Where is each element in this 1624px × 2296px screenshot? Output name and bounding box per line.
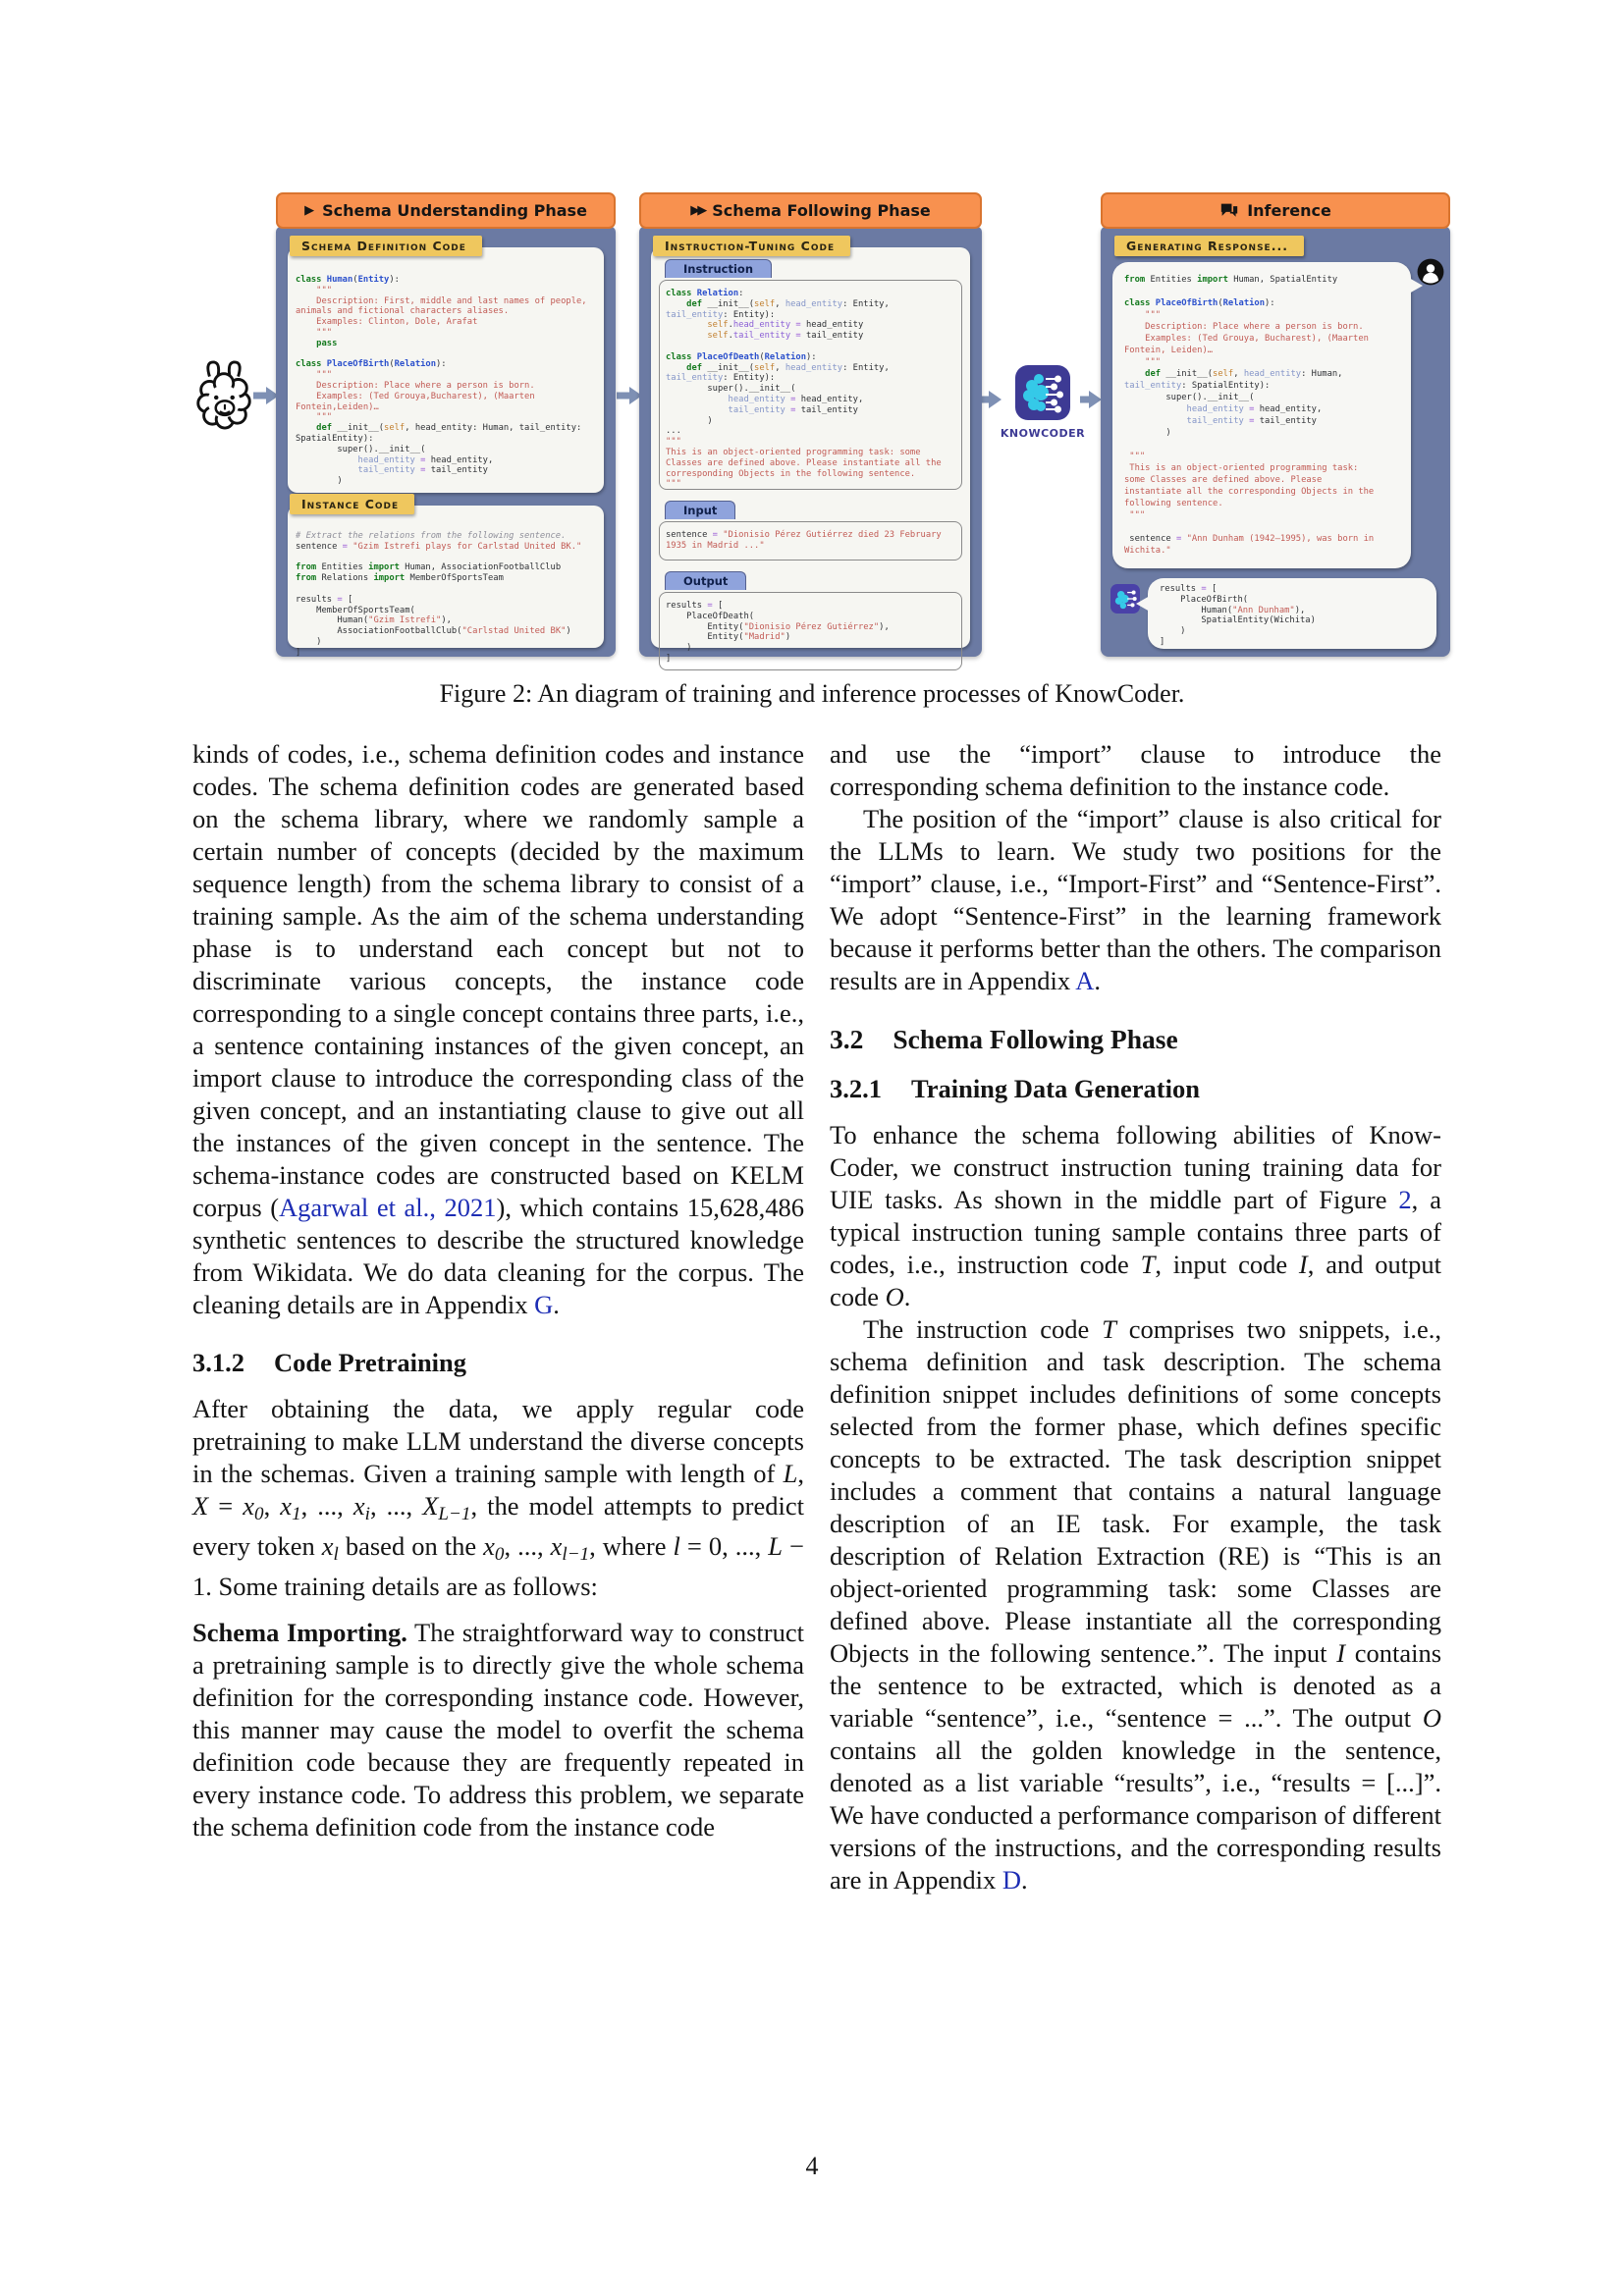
subsection-heading-312: 3.1.2 Code Pretraining (192, 1348, 467, 1377)
text-columns (192, 738, 1441, 1896)
user-message-bubble: from Entities import Human, SpatialEntity class PlaceOfBirth(Relation): """ Description: Place where a person is born. Examples: (Ted Grouya, Bucharest), (Maarten Fontein, Leiden)… """ def __init__(self, head_entity: Human, tail_entity: SpatialEntity): super().__init__( head_entity = head_entity, tail_entity = tail_entity ) """ This is an object-oriented programming task: some Classes are defined above. Please instantiate all the corresponding Objects in the following sentence. """ sentence = "Ann Dunham (1942–1995), was born in Wichita." (1112, 262, 1411, 568)
instruction-tuning-code-label: Instruction-Tuning Code (653, 236, 850, 256)
paragraph: To enhance the schema following abilities of Know-Coder, we construct instruction tuning training data for UIE tasks. As shown in the middle part of Figure 2, a typical instruction tuning sample contains three parts of codes, i.e., instruction code T, input code I, and output code O. (830, 1120, 1441, 1311)
knowcoder-logo (994, 365, 1092, 440)
knowcoder-brain-icon (1015, 365, 1070, 420)
figure-caption: Figure 2: An diagram of training and inference processes of KnowCoder. (439, 679, 1185, 708)
section-heading-32: 3.2 Schema Following Phase (830, 1024, 1178, 1054)
reference-link[interactable]: D (1001, 1865, 1022, 1895)
panel1-header (276, 192, 616, 229)
generating-response-label: Generating Response... (1114, 236, 1304, 256)
instance-code-label: Instance Code (290, 494, 414, 514)
schema-definition-code-label: Schema Definition Code (290, 236, 482, 256)
panel3-title: Inference (1247, 201, 1331, 220)
panel1-title: Schema Understanding Phase (322, 201, 587, 220)
reference-link[interactable]: 2 (1398, 1185, 1412, 1214)
instance-codebox: # Extract the relations from the following sentence. sentence = "Gzim Istrefi plays for Carlstad United BK." from Entities import Human, AssociationFootballClub from Relations import MemberOfSportsTeam results = [ MemberOfSportsTeam( Human("Gzim Istrefi"), AssociationFootballClub("Carlstad United BK") ) ] (288, 506, 604, 648)
input-box: sentence = "Dionisio Pérez Gutiérrez died 23 February 1935 in Madrid ..." (659, 521, 962, 561)
schema-definition-codebox: class Human(Entity): """ Description: First, middle and last names of people, animals and fictional characters aliases. Examples: Clinton, Dole, Arafat """ pass class PlaceOfBirth(Relation): """ Description: Place where a person is born. Examples: (Ted Grouya,Bucharest), (Maarten Fontein,Leiden)… """ def __init__(self, head_entity: Human, tail_entity: SpatialEntity): super().__init__( head_entity = head_entity, tail_entity = tail_entity ) (288, 247, 604, 493)
paragraph: kinds of codes, i.e., schema definition codes and instance codes. The schema definition codes are generated based on the schema library, where we randomly sample a certain number of concepts (decided by the maximum sequence length) from the schema library to consist of a training sample. As the aim of the schema understanding phase is to understand each concept but not to discriminate various concepts, the instance code corresponding to a single concept contains three parts, i.e., a sentence containing instances of the given concept, an import clause to introduce the corresponding class of the given concept, and an instantiating clause to give out all the instances of the given concept in the sentence. The schema-instance codes are constructed based on KELM corpus (Agarwal et al., 2021), which contains 15,628,486 synthetic sentences to describe the structured knowledge from Wikidata. We do data cleaning for the corpus. The cleaning details are in Appendix G. (192, 739, 804, 1319)
input-tab: Input (665, 501, 735, 519)
paragraph: After obtaining the data, we apply regular code pretraining to make LLM understand the diverse concepts in the schemas. Given a training sample with length of L, X = x0, x1, ..., xi, ..., XL−1, the model attempts to predict every token xl based on the x0, ..., xl−1, where l = 0, ..., L − 1. Some training details are as follows: (192, 1394, 805, 1601)
fast-forward-icon: ▶▶ (690, 203, 705, 218)
knowcoder-label: KNOWCODER (1000, 427, 1086, 440)
model-response-bubble: results = [ PlaceOfBirth( Human("Ann Dunham"), SpatialEntity(Wichita) ) ] (1148, 578, 1436, 649)
output-box: results = [ PlaceOfDeath( Entity("Dionisio Pérez Gutiérrez"), Entity("Madrid") ) ] (659, 592, 962, 670)
instruction-tab: Instruction (665, 259, 772, 278)
paragraph: The position of the “import” clause is also critical for the LLMs to learn. We study two positions for the “import” clause, i.e., “Import-First” and “Sentence-First”. We adopt “Sentence-First” in the learning framework because it performs better than the others. The comparison results are in Appendix A. (830, 804, 1441, 995)
reference-link[interactable]: A (1075, 966, 1095, 995)
instruction-box: class Relation: def __init__(self, head_entity: Entity, tail_entity: Entity): self.head_entity = head_entity self.tail_entity = tail_entity class PlaceOfDeath(Relation): def __init__(self, head_entity: Entity, tail_entity: Entity): super().__init__( head_entity = head_entity, tail_entity = tail_entity ) ... """ This is an object-oriented programming task: some Classes are defined above. Please instantiate all the corresponding Objects in the following sentence. """ (659, 280, 962, 490)
llama-icon (190, 359, 257, 432)
paragraph: The instruction code T comprises two snippets, i.e., schema definition and task description. The schema definition snippet includes definitions of some concepts selected from the former phase, which defines specific concepts to be extracted. The task description snippet includes a comment that contains a natural language description of an IE task. For example, the task description of Relation Extraction (RE) is “This is an object-oriented programming task: some Classes are defined above. Please instantiate all the corresponding Objects in the following sentence.”. The input I contains the sentence to be extracted, which is denoted as a variable “sentence”, i.e., “sentence = ...”. The output O contains all the golden knowledge in the sentence, denoted as a list variable “results”, i.e., “results = [...]”. We have conducted a performance comparison of different versions of the instructions, and the corresponding results are in Appendix D. (830, 1314, 1442, 1895)
play-icon: ▶ (304, 203, 315, 218)
right-column (830, 738, 1441, 1896)
output-tab: Output (665, 571, 746, 590)
left-column (192, 738, 804, 1896)
panel3-header (1101, 192, 1450, 229)
reference-link[interactable]: Agarwal et al., 2021 (279, 1193, 497, 1222)
panel2-header (639, 192, 982, 229)
panel2-title: Schema Following Phase (712, 201, 931, 220)
panel-inference (1101, 192, 1450, 657)
chat-icon (1219, 202, 1239, 220)
subsection-heading-321: 3.2.1 Training Data Generation (830, 1074, 1200, 1103)
panel-schema-following (639, 192, 982, 664)
reference-link[interactable]: G (534, 1290, 554, 1319)
paragraph: and use the “import” clause to introduce the corresponding schema definition to the instance code. (830, 739, 1441, 801)
paragraph: Schema Importing. The straightforward way to construct a pretraining sample is to directly give the whole schema definition for the corresponding instance code. However, this manner may cause the model to overfit the schema definition code because they are frequently repeated in every instance code. To address this problem, we separate the schema definition code from the instance code (192, 1617, 804, 1842)
instruction-tuning-codebox (651, 247, 970, 664)
page-number: 4 (805, 2152, 819, 2180)
panel-schema-understanding (276, 192, 616, 657)
